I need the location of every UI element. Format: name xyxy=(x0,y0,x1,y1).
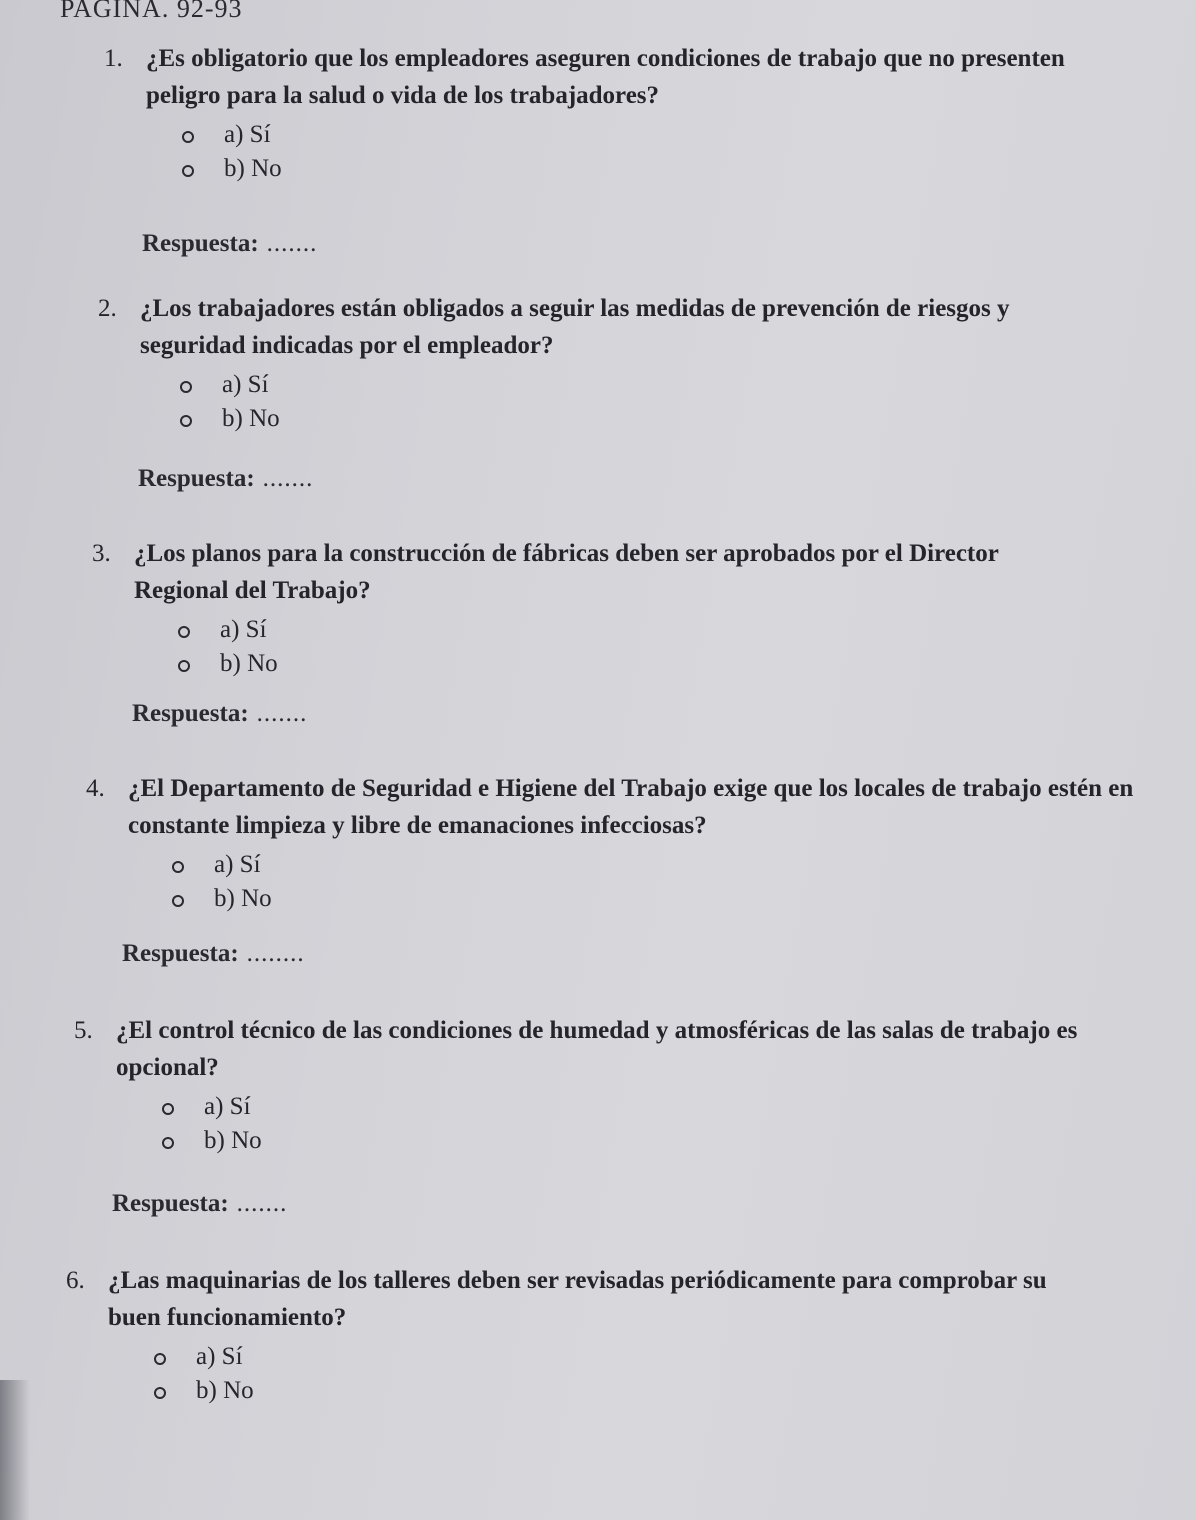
question-text: ¿El control técnico de las condiciones de humedad y atmosféricas de las salas de trabajo es opcional? xyxy=(116,1017,1078,1081)
radio-bullet-icon[interactable] xyxy=(178,626,190,638)
page-edge-shadow xyxy=(0,1380,30,1520)
radio-bullet-icon[interactable] xyxy=(162,1137,174,1149)
question-number: 1. xyxy=(104,45,123,72)
question-number: 6. xyxy=(66,1267,85,1294)
question-3 xyxy=(92,535,1092,681)
question-1 xyxy=(104,40,1124,186)
question-text: ¿Es obligatorio que los empleadores aseguren condiciones de trabajo que no presenten peligro para la salud o vida de los trabajadores? xyxy=(146,45,1065,109)
radio-bullet-icon[interactable] xyxy=(172,861,184,873)
answer-line-2[interactable]: Respuesta: ....... xyxy=(138,465,314,492)
question-number: 4. xyxy=(86,775,105,802)
option-a[interactable]: a) Sí xyxy=(154,1340,1086,1374)
answer-line-4[interactable]: Respuesta: ........ xyxy=(122,940,305,967)
options-list xyxy=(154,1340,1086,1408)
option-a[interactable]: a) Sí xyxy=(172,848,1136,882)
options-list xyxy=(182,118,1124,186)
option-a[interactable]: a) Sí xyxy=(162,1090,1114,1124)
option-b[interactable]: b) No xyxy=(154,1374,1086,1408)
question-text: ¿El Departamento de Seguridad e Higiene del Trabajo exige que los locales de trabajo estén en constante limpieza y libre de emanaciones infecciosas? xyxy=(128,775,1134,839)
question-6 xyxy=(66,1262,1086,1408)
radio-bullet-icon[interactable] xyxy=(154,1353,166,1365)
answer-line-5[interactable]: Respuesta: ....... xyxy=(112,1190,288,1217)
radio-bullet-icon[interactable] xyxy=(180,381,192,393)
question-text: ¿Los trabajadores están obligados a seguir las medidas de prevención de riesgos y seguridad indicadas por el empleador? xyxy=(140,295,1010,359)
question-number: 2. xyxy=(98,295,117,322)
question-5 xyxy=(74,1012,1114,1158)
radio-bullet-icon[interactable] xyxy=(172,895,184,907)
option-b[interactable]: b) No xyxy=(180,402,1108,436)
option-b[interactable]: b) No xyxy=(162,1124,1114,1158)
radio-bullet-icon[interactable] xyxy=(182,131,194,143)
options-list xyxy=(172,848,1136,916)
option-a[interactable]: a) Sí xyxy=(182,118,1124,152)
options-list xyxy=(180,368,1108,436)
radio-bullet-icon[interactable] xyxy=(180,415,192,427)
options-list xyxy=(162,1090,1114,1158)
option-b[interactable]: b) No xyxy=(178,647,1092,681)
question-4 xyxy=(86,770,1136,916)
option-b[interactable]: b) No xyxy=(182,152,1124,186)
radio-bullet-icon[interactable] xyxy=(182,165,194,177)
radio-bullet-icon[interactable] xyxy=(154,1387,166,1399)
answer-line-1[interactable]: Respuesta: ....... xyxy=(142,230,318,257)
option-a[interactable]: a) Sí xyxy=(180,368,1108,402)
answer-line-3[interactable]: Respuesta: ....... xyxy=(132,700,308,727)
page-label: PAGINA. 92-93 xyxy=(60,0,243,23)
radio-bullet-icon[interactable] xyxy=(178,660,190,672)
question-number: 3. xyxy=(92,540,111,567)
question-number: 5. xyxy=(74,1017,93,1044)
question-2 xyxy=(98,290,1108,436)
radio-bullet-icon[interactable] xyxy=(162,1103,174,1115)
option-b[interactable]: b) No xyxy=(172,882,1136,916)
question-text: ¿Las maquinarias de los talleres deben ser revisadas periódicamente para comprobar su buen funcionamiento? xyxy=(108,1267,1047,1331)
options-list xyxy=(178,613,1092,681)
question-text: ¿Los planos para la construcción de fábricas deben ser aprobados por el Director Regional del Trabajo? xyxy=(134,540,999,604)
option-a[interactable]: a) Sí xyxy=(178,613,1092,647)
